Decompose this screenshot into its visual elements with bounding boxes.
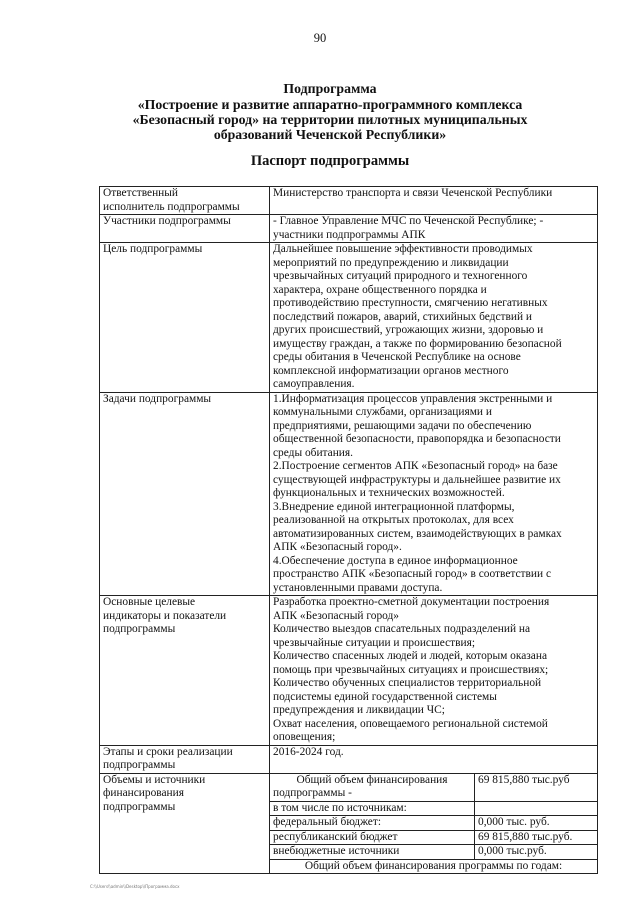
content-line: противодействию преступности, смягчению негативных: [273, 297, 548, 309]
finance-total-label: [270, 774, 475, 802]
content-line: существующей инфраструктуры и дальнейшее развитие их: [273, 473, 561, 486]
finance-source-row: [270, 816, 597, 831]
content-line: 1.Информатизация процессов управления экстренными и: [273, 392, 553, 405]
finance-source-row: [270, 845, 597, 860]
passport-row: [100, 215, 598, 243]
subprogram-heading: Подпрограмма: [283, 81, 377, 96]
page-number: 90: [313, 31, 327, 45]
finance-content: [270, 773, 598, 874]
label-line: подпрограммы: [103, 623, 176, 635]
finance-total-row: [270, 774, 597, 802]
content-line: Министерство транспорта и связи Чеченской Республики: [273, 187, 553, 199]
content-line: оповещения;: [273, 731, 336, 743]
source-name: федеральный бюджет:: [270, 816, 475, 831]
content-line: комплексной информатизации органов местного: [273, 364, 509, 377]
label-line: подпрограммы: [103, 759, 176, 771]
passport-heading: Паспорт подпрограммы: [250, 153, 410, 169]
content-line: - Главное Управление МЧС по Чеченской Республике; -: [273, 215, 544, 227]
content-line: среды обитания.: [273, 446, 353, 459]
content-line: реализованной на открытых протоколах, для всех: [273, 514, 514, 526]
finance-sources-label: в том числе по источникам:: [270, 801, 475, 816]
source-value: 0,000 тыс. руб.: [475, 816, 598, 831]
content-line: 4.Обеспечение доступа в единое информационное: [273, 554, 518, 567]
total-label-line: Общий объем финансирования: [296, 773, 448, 786]
subprogram-title: [80, 97, 580, 142]
row-content: [270, 596, 598, 746]
content-line: 2016-2024 год.: [273, 745, 344, 758]
row-content: [270, 243, 598, 393]
finance-sources-empty: [475, 801, 598, 816]
finance-source-row: [270, 830, 597, 845]
label-line: Ответственный: [103, 187, 179, 199]
content-line: подсистемы единой государственной системы: [273, 690, 497, 703]
passport-body: [100, 187, 598, 874]
passport-table: [99, 186, 598, 874]
label-line: исполнитель подпрограммы: [103, 200, 240, 213]
content-line: мероприятий по предупреждению и ликвидации: [273, 256, 509, 269]
finance-row: [100, 773, 598, 874]
passport-row: [100, 392, 598, 596]
content-line: Дальнейшее повышение эффективности проводимых: [273, 243, 533, 255]
content-line: 2.Построение сегментов АПК «Безопасный город» на базе: [273, 460, 558, 472]
content-line: Количество спасенных людей и людей, которым оказана: [273, 650, 548, 662]
content-line: предупреждения и ликвидации ЧС;: [273, 704, 445, 716]
finance-total-value: 69 815,880 тыс.руб: [475, 774, 598, 802]
content-line: Количество обученных специалистов территориальной: [273, 677, 542, 689]
row-label: [100, 243, 270, 393]
finance-by-years-row: [270, 859, 597, 873]
content-line: участники подпрограммы АПК: [273, 228, 426, 241]
label-line: Этапы и сроки реализации: [103, 745, 233, 758]
content-line: чрезвычайные ситуации и происшествия;: [273, 636, 476, 649]
row-label: [100, 187, 270, 215]
row-label: [100, 596, 270, 746]
title-line: «Безопасный город» на территории пилотных муниципальных: [132, 112, 528, 127]
content-line: пространство АПК «Безопасный город» в соответствии с: [273, 568, 551, 580]
row-content: [270, 745, 598, 773]
source-name: внебюджетные источники: [270, 845, 475, 860]
label-line: финансирования: [103, 787, 184, 799]
content-line: помощь при чрезвычайных ситуациях и происшествиях;: [273, 663, 549, 676]
source-value: 0,000 тыс.руб.: [475, 845, 598, 860]
label-line: подпрограммы: [103, 800, 176, 813]
label-line: индикаторы и показатели: [103, 609, 227, 622]
label-line: Цель подпрограммы: [103, 243, 203, 255]
row-content: [270, 215, 598, 243]
content-line: АПК «Безопасный город»: [273, 609, 399, 622]
passport-row: [100, 187, 598, 215]
file-path-footer: С:\\Users\\admin\\Desktop\\Программа.docx: [90, 884, 180, 889]
content-line: Охват населения, оповещаемого региональной системой: [273, 717, 548, 730]
content-line: чрезвычайных ситуаций природного и техногенного: [273, 270, 528, 282]
passport-row: [100, 243, 598, 393]
row-label: [100, 215, 270, 243]
finance-sources-row: [270, 801, 597, 816]
source-name: республиканский бюджет: [270, 830, 475, 845]
content-line: имуществу граждан, а также по формированию безопасной: [273, 337, 562, 350]
row-label: [100, 745, 270, 773]
row-label: [100, 392, 270, 596]
row-content: [270, 392, 598, 596]
content-line: среды обитания в Чеченской Республике на основе: [273, 351, 521, 363]
content-line: самоуправления.: [273, 378, 355, 390]
content-line: установленными правами доступа.: [273, 581, 443, 594]
content-line: предприятиями, решающими задачи по обеспечению: [273, 419, 532, 432]
source-value: 69 815,880 тыс.руб.: [475, 830, 598, 845]
finance-by-years-label: Общий объем финансирования программы по годам:: [270, 859, 597, 873]
label-line: Объемы и источники: [103, 773, 206, 786]
finance-label: [100, 773, 270, 874]
content-line: других происшествий, угрожающих жизни, здоровью и: [273, 324, 544, 336]
content-line: автоматизированных систем, взаимодействующих в рамках: [273, 527, 562, 540]
content-line: 3.Внедрение единой интеграционной платформы,: [273, 500, 515, 513]
label-line: Задачи подпрограммы: [103, 392, 212, 405]
label-line: Участники подпрограммы: [103, 215, 231, 227]
title-line: образований Чеченской Республики»: [213, 127, 447, 142]
content-line: общественной безопасности, правопорядка и безопасности: [273, 433, 561, 445]
content-line: характера, охране общественного порядка и: [273, 283, 487, 296]
label-line: Основные целевые: [103, 596, 196, 608]
passport-row: [100, 745, 598, 773]
passport-row: [100, 596, 598, 746]
content-line: последствий пожаров, аварий, стихийных бедствий и: [273, 310, 532, 323]
finance-table: [270, 774, 597, 874]
content-line: функциональных и технических возможностей.: [273, 487, 505, 499]
row-content: [270, 187, 598, 215]
content-line: АПК «Безопасный город».: [273, 541, 402, 553]
content-line: коммунальными службами, организациями и: [273, 406, 492, 418]
content-line: Количество выездов спасательных подразделений на: [273, 623, 531, 635]
total-label-line: подпрограммы -: [273, 787, 352, 799]
content-line: Разработка проектно-сметной документации построения: [273, 596, 550, 608]
title-line: «Построение и развитие аппаратно-программного комплекса: [137, 97, 523, 112]
